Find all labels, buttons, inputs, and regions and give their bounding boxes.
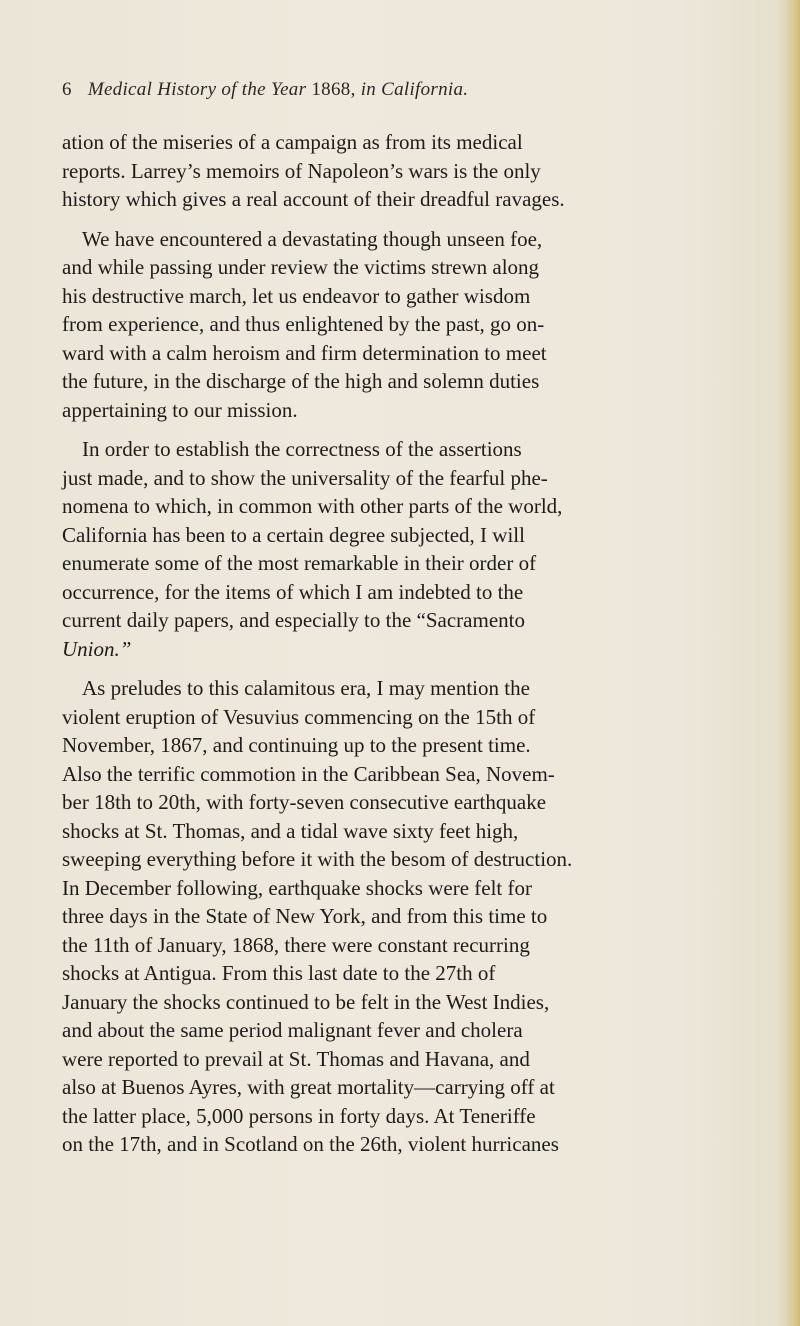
text-line: January the shocks continued to be felt in the West Indies, [62,989,550,1014]
page-edge-shadow [786,0,800,1326]
text-line: three days in the State of New York, and from this time to [62,904,548,928]
page-number: 6 [62,79,72,100]
text-line: We have encountered a devastating though unseen foe, [82,226,543,251]
header-title-part1: Medical History of the Year [87,79,307,100]
text-line: the future, in the discharge of the high and solemn duties [62,369,540,393]
text-line: Union.” [62,636,132,661]
text-line: current daily papers, and especially to the “Sacramento [62,608,525,632]
text-line: on the 17th, and in Scotland on the 26th, violent hurricanes [62,1132,559,1156]
text-line: shocks at St. Thomas, and a tidal wave sixty feet high, [62,818,519,843]
text-line: November, 1867, and continuing up to the present time. [62,733,531,757]
text-line: and about the same period malignant fever and cholera [62,1018,523,1042]
running-header: 6 Medical History of the Year 1868, in California. [62,79,469,100]
paragraph-3 [62,435,742,663]
text-line: the latter place, 5,000 persons in forty days. At Teneriffe [62,1103,536,1128]
text-line: California has been to a certain degree subjected, I will [62,522,525,547]
text-line: ber 18th to 20th, with forty-seven consecutive earthquake [62,790,547,814]
text-line: In order to establish the correctness of the assertions [82,437,522,461]
paragraph-2 [62,225,742,425]
text-line: were reported to prevail at St. Thomas and Havana, and [62,1046,530,1071]
text-line: and while passing under review the victims strewn along [62,255,540,279]
text-line: occurrence, for the items of which I am indebted to the [62,579,524,604]
text-line: In December following, earthquake shocks were felt for [62,875,532,900]
paragraph-1 [62,128,742,214]
text-line: sweeping everything before it with the besom of destruction. [62,847,573,871]
text-line: enumerate some of the most remarkable in their order of [62,551,537,575]
text-line: ward with a calm heroism and firm determination to meet [62,340,547,365]
text-line: history which gives a real account of their dreadful ravages. [62,187,565,211]
text-line: reports. Larrey’s memoirs of Napoleon’s wars is the only [62,158,541,183]
text-line: Also the terrific commotion in the Caribbean Sea, Novem- [62,761,555,786]
text-line: from experience, and thus enlightened by the past, go on- [62,312,545,336]
text-line: ation of the miseries of a campaign as from its medical [62,130,523,154]
text-line: also at Buenos Ayres, with great mortality—carrying off at [62,1075,555,1099]
text-line: nomena to which, in common with other parts of the world, [62,494,563,518]
text-line: his destructive march, let us endeavor to gather wisdom [62,283,531,308]
paragraph-4 [62,674,742,1159]
text-line: As preludes to this calamitous era, I may mention the [82,676,530,700]
header-year: 1868 [311,79,351,100]
text-line: shocks at Antigua. From this last date to the 27th of [62,961,496,985]
text-line: violent eruption of Vesuvius commencing on the 15th of [62,704,536,729]
text-line: just made, and to show the universality of the fearful phe- [62,465,548,490]
text-line: the 11th of January, 1868, there were constant recurring [62,932,530,957]
text-line: appertaining to our mission. [62,397,298,422]
header-title-part2: in California. [360,79,469,100]
body-text [62,128,742,1159]
